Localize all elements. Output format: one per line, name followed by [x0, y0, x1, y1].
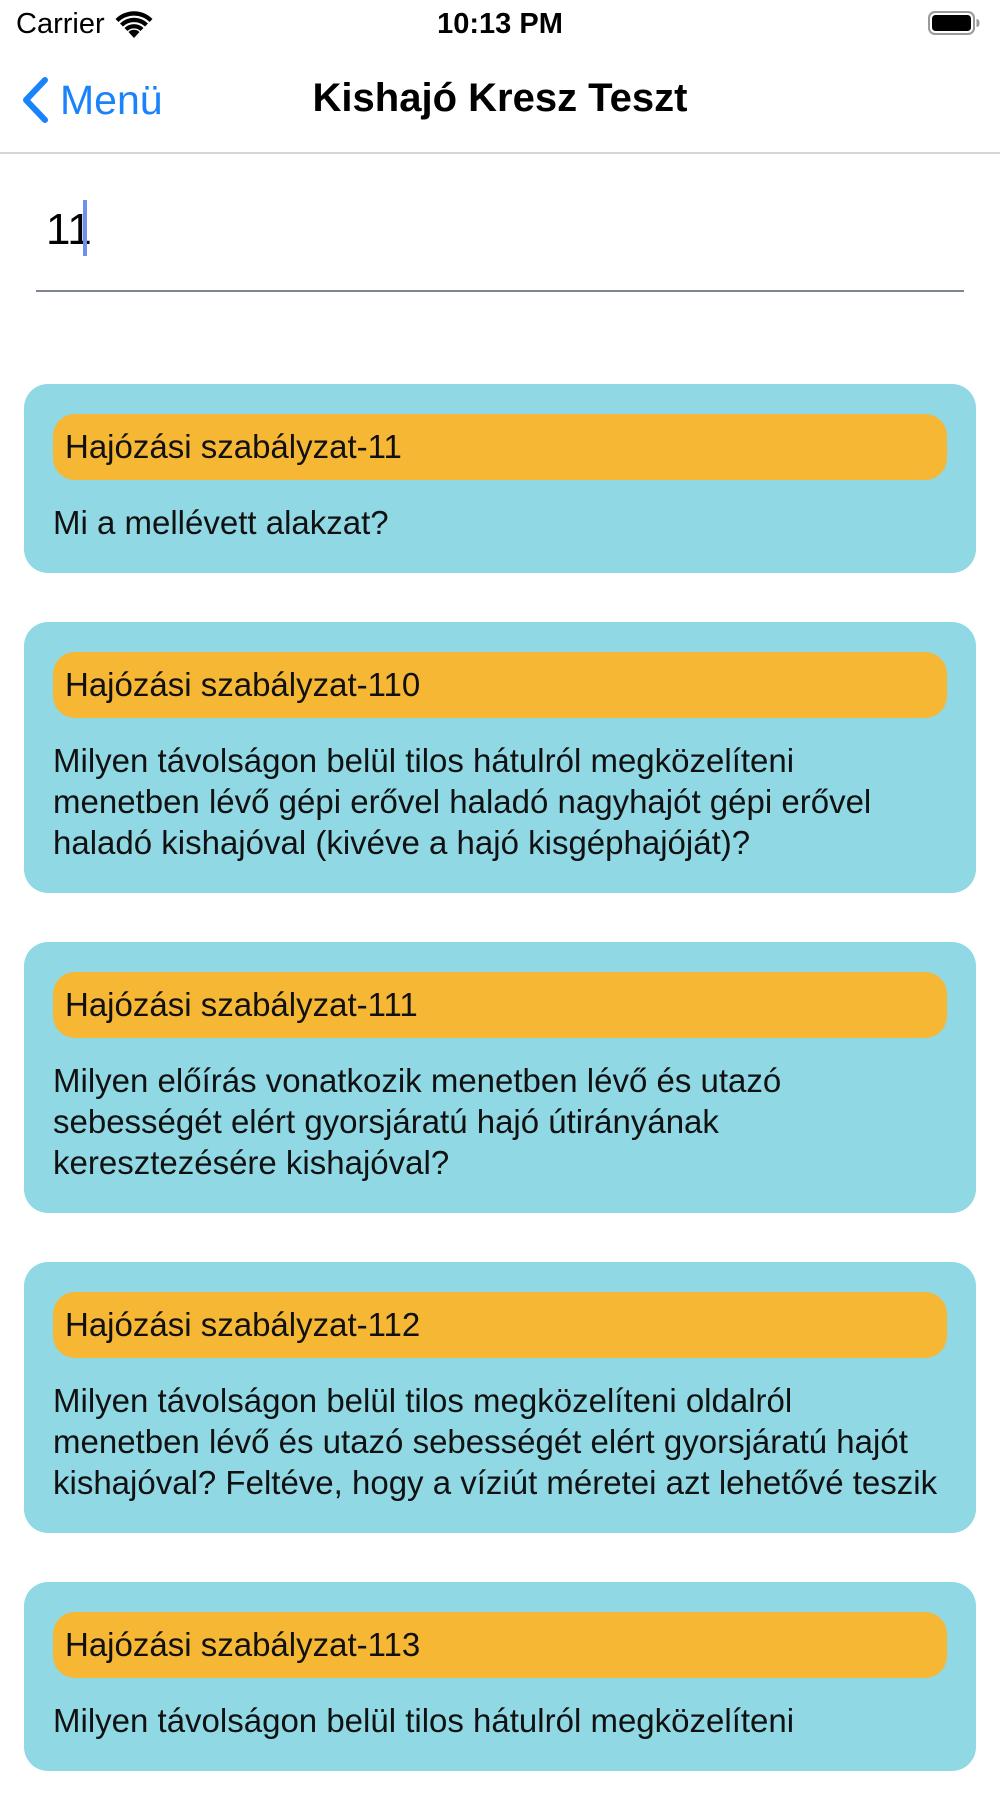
battery-icon — [928, 11, 980, 35]
question-tag: Hajózási szabályzat-113 — [53, 1612, 947, 1678]
question-text: Milyen előírás vonatkozik menetben lévő és utazó sebességét elért gyorsjáratú hajó útirányának keresztezésére kishajóval? — [53, 1062, 782, 1181]
question-card[interactable] — [24, 622, 976, 893]
back-label: Menü — [60, 76, 163, 123]
question-tag: Hajózási szabályzat-11 — [53, 414, 947, 480]
question-text: Milyen távolságon belül tilos megközelíteni oldalról menetben lévő és utazó sebességét elért gyorsjáratú hajót kishajóval? Feltéve, hogy a víziút méretei azt lehetővé teszik — [53, 1382, 938, 1501]
question-card[interactable] — [24, 384, 976, 573]
question-tag: Hajózási szabályzat-112 — [53, 1292, 947, 1358]
text-cursor — [83, 200, 87, 256]
search-field[interactable] — [36, 190, 964, 292]
question-text: Milyen távolságon belül tilos hátulról megközelíteni — [53, 1702, 795, 1739]
question-list — [24, 384, 976, 1820]
carrier-label: Carrier — [16, 8, 105, 40]
search-input[interactable] — [46, 196, 946, 264]
question-card[interactable] — [24, 1582, 976, 1771]
status-time: 10:13 PM — [437, 8, 563, 40]
page-title: Kishajó Kresz Teszt — [312, 76, 688, 120]
question-card[interactable] — [24, 942, 976, 1213]
status-bar — [0, 0, 1000, 50]
question-text: Milyen távolságon belül tilos hátulról megközelíteni menetben lévő gépi erővel haladó nagyhajót gépi erővel haladó kishajóval (kivéve a hajó kisgéphajóját)? — [53, 742, 872, 861]
question-tag: Hajózási szabályzat-110 — [53, 652, 947, 718]
question-tag: Hajózási szabályzat-111 — [53, 972, 947, 1038]
question-text: Mi a mellévett alakzat? — [53, 504, 389, 541]
navigation-bar — [0, 50, 1000, 154]
question-card[interactable] — [24, 1262, 976, 1533]
